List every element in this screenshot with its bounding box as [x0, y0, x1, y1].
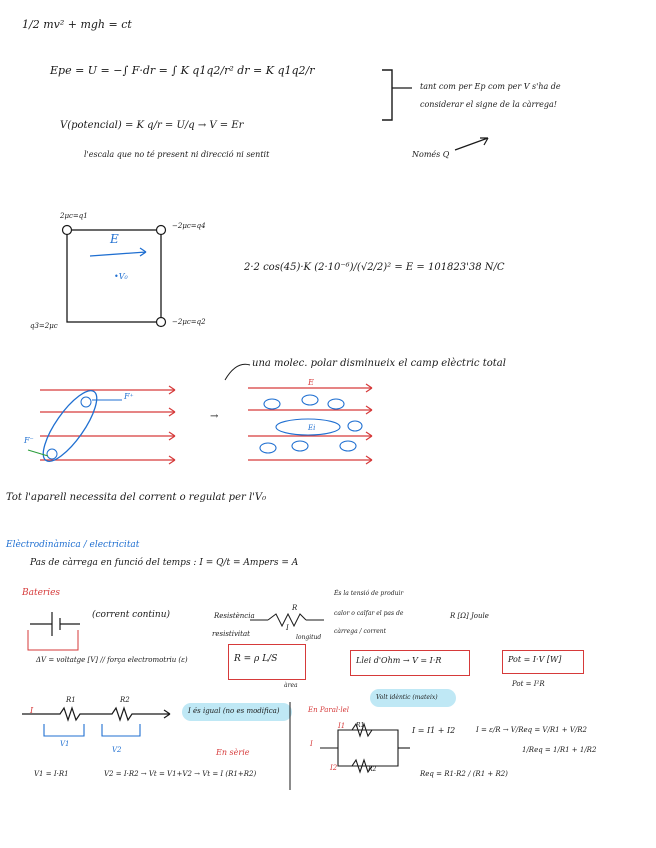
- parallel-r1-label: R1: [356, 722, 365, 729]
- field-arrow: [90, 248, 146, 256]
- series-current-label: I: [30, 706, 34, 715]
- parallel-circuit: [320, 724, 410, 772]
- series-v1-label: V1: [60, 740, 70, 748]
- charge-bottom-right: −2μc=q2: [172, 318, 206, 326]
- heat-note-3: càrrega / corrent: [334, 628, 387, 635]
- f-minus-arrow: [28, 450, 48, 456]
- parallel-r2-label: R2: [368, 766, 377, 773]
- note-pointer: [225, 364, 250, 380]
- dipole-ellipse: [34, 384, 105, 469]
- energy-conservation-eq: 1/2 mv² + mgh = ct: [22, 18, 132, 31]
- series-r2-label: R2: [120, 696, 130, 704]
- voltage-label: ΔV = voltatge [V] // força electromotriu (ε): [36, 656, 188, 664]
- dipole-minus: [47, 449, 57, 459]
- battery-symbol: [30, 612, 80, 636]
- sign-note-line1: tant com per Ep com per V s'ha de: [420, 82, 561, 91]
- joule-label: R [Ω] Joule: [450, 612, 489, 620]
- field-lines-right: [248, 384, 372, 464]
- integral-bracket: [382, 70, 392, 120]
- length-label: longitud: [296, 634, 322, 641]
- field-lines-left: [40, 386, 175, 464]
- ohm-law: Llei d'Ohm → V = I·R: [356, 656, 442, 665]
- resistance-label: Resistència: [214, 612, 255, 620]
- scale-note-2: Només Q: [412, 150, 450, 159]
- f-plus-label: F⁺: [124, 392, 134, 401]
- scale-note: l'escala que no té present ni direcció ni sentit: [84, 150, 270, 159]
- parallel-eq3: Req = R1·R2 / (R1 + R2): [420, 770, 508, 778]
- power-formula: Pot = I·V [W]: [508, 655, 562, 664]
- charge-bottom-left: q3=2μc: [30, 322, 58, 330]
- series-circuit: [22, 708, 170, 720]
- f-minus-label: F⁻: [24, 436, 34, 445]
- electrodynamics-heading: Elèctrodinàmica / electricitat: [6, 540, 140, 550]
- series-v2-label: V2: [112, 746, 122, 754]
- dipole-plus: [81, 397, 91, 407]
- resistor-r-label: R: [292, 604, 298, 612]
- series-v1-bracket: [44, 724, 84, 736]
- center-label: •V₀: [114, 272, 128, 281]
- polar-molecules: [260, 395, 362, 453]
- heat-note-1: És la tensió de produir: [334, 590, 404, 597]
- series-r1-label: R1: [66, 696, 76, 704]
- sign-note-line2: considerar el signe de la càrrega!: [420, 100, 557, 109]
- circuit-note: Tot l'aparell necessita del corrent o regulat per l'V₀: [6, 492, 267, 503]
- area-label: àrea: [284, 682, 298, 689]
- ei-label: Ei: [308, 424, 316, 432]
- charge-top-left: 2μc=q1: [60, 212, 88, 220]
- electric-potential-energy-eq: Epe = U = −∫ F·dr = ∫ K q1q2/r² dr = K q1q2/r: [50, 64, 315, 77]
- heat-note-2: calor o calfar el pas de: [334, 610, 404, 617]
- parallel-eq2: 1/Req = 1/R1 + 1/R2: [522, 746, 597, 754]
- dielectric-note: una molec. polar disminueix el camp elèctric total: [252, 358, 506, 369]
- series-label: En sèrie: [216, 748, 250, 757]
- scale-arrow: [455, 138, 488, 150]
- dielectric-field-label: E: [308, 378, 314, 387]
- parallel-label: En Paral·lel: [308, 706, 350, 714]
- parallel-eq1: I = ε/R → V/Req = V/R1 + V/R2: [476, 726, 587, 734]
- parallel-i2-label: I2: [330, 764, 338, 772]
- series-note: I és igual (no es modifica): [188, 707, 280, 715]
- resistivity-label: resistivitat: [212, 630, 250, 638]
- series-v1-eq: V1 = I·R1: [34, 770, 69, 778]
- charge-square: [67, 230, 161, 322]
- parallel-i1-label: I1: [338, 722, 346, 730]
- potential-eq: V(potencial) = K q/r = U/q → V = Er: [60, 120, 244, 131]
- battery-bracket: [28, 630, 78, 650]
- parallel-note: Volt idèntic (mateix): [376, 694, 438, 701]
- intensity-eq: Pas de càrrega en funció del temps : I = Q/t = Ampers = A: [30, 558, 299, 568]
- parallel-current-sum: I = I1 + I2: [412, 726, 456, 735]
- charge-top-right: −2μc=q4: [172, 222, 206, 230]
- series-v2-bracket: [102, 724, 140, 736]
- resistor-i-label: I: [286, 624, 289, 632]
- transition-arrow: →: [210, 411, 219, 422]
- power-formula-2: Pot = I²R: [512, 680, 545, 688]
- dc-label: (corrent continu): [92, 610, 171, 620]
- charge-q4-circle: [157, 226, 166, 235]
- charge-q2-circle: [157, 318, 166, 327]
- resistance-formula: R = ρ L/S: [234, 654, 278, 664]
- charge-q1-circle: [63, 226, 72, 235]
- parallel-current-label: I: [310, 740, 313, 748]
- field-formula: 2·2 cos(45)·K (2·10⁻⁶)/(√2/2)² = E = 101823'38 N/C: [244, 262, 505, 273]
- field-label: E: [110, 232, 119, 246]
- resistor-symbol: [268, 614, 306, 626]
- series-v2-eq: V2 = I·R2 → Vt = V1+V2 → Vt = I (R1+R2): [104, 770, 257, 778]
- batteries-label: Bateries: [22, 588, 61, 598]
